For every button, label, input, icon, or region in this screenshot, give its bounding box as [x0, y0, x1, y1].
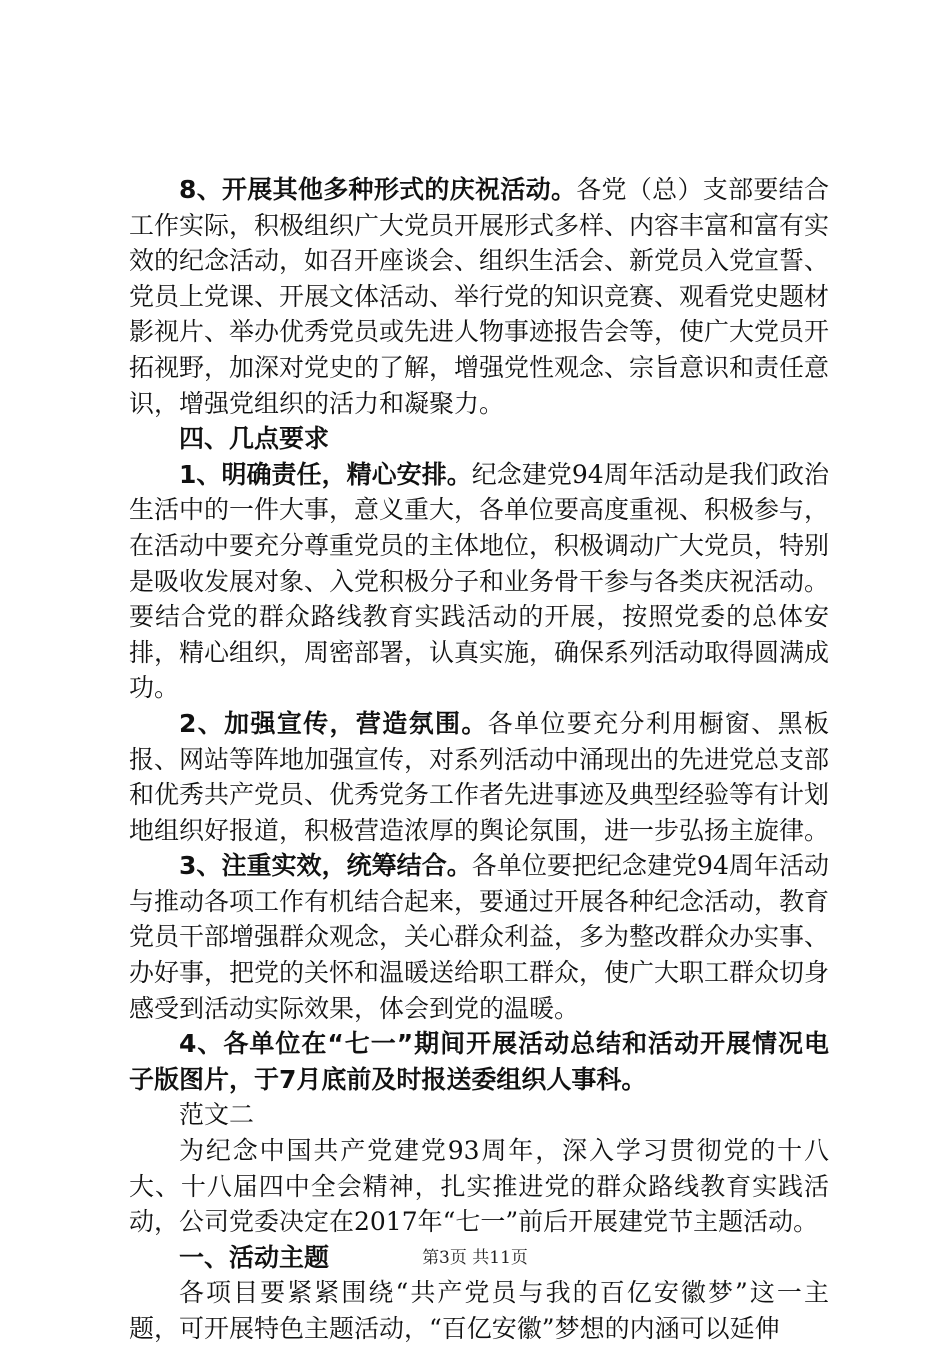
paragraph-item-8: [129, 172, 829, 421]
paragraph-lead: 1、明确责任，精心安排。: [179, 459, 472, 489]
intro-paragraph: 为纪念中国共产党建党93周年，深入学习贯彻党的十八大、十八届四中全会精神，扎实推进党的群众路线教育实践活动，公司党委决定在2017年“七一”前后开展建党节主题活动。: [129, 1136, 829, 1237]
paragraph-item-2: [129, 706, 829, 848]
section-heading-requirements: 四、几点要求: [179, 424, 330, 454]
section-label: 范文二: [179, 1100, 255, 1130]
paragraph-item-1: [129, 457, 829, 706]
paragraph-item-3: [129, 848, 829, 1026]
paragraph-body: 各单位要充分利用橱窗、黑板报、网站等阵地加强宣传，对系列活动中涌现出的先进党总支部和优秀共产党员、优秀党务工作者先进事迹及典型经验等有计划地组织好报道，积极营造浓厚的舆论氛围，进一步弘扬主旋律。: [129, 708, 830, 845]
paragraph-body: 各单位要把纪念建党94周年活动与推动各项工作有机结合起来，要通过开展各种纪念活动，教育党员干部增强群众观念，关心群众利益，多为整改群众办实事、办好事，把党的关怀和温暖送给职工群众，使广大职工群众切身感受到活动实际效果，体会到党的温暖。: [129, 851, 830, 1023]
paragraph-lead: 3、注重实效，统筹结合。: [179, 851, 472, 881]
section-heading-theme: 一、活动主题: [179, 1242, 330, 1272]
paragraph-item-4: [129, 1026, 829, 1097]
paragraph-lead: 8、开展其他多种形式的庆祝活动。: [179, 175, 577, 204]
paragraph-lead: 4、各单位在“七一”期间开展活动总结和活动开展情况电子版图片，于7月底前及时报送委组织人事科。: [129, 1029, 829, 1094]
paragraph-lead: 2、加强宣传，营造氛围。: [179, 708, 488, 738]
theme-paragraph: 各项目要紧紧围绕“共产党员与我的百亿安徽梦”这一主题，可开展特色主题活动，“百亿安徽”梦想的内涵可以延伸: [129, 1278, 829, 1343]
paragraph-body: 各党（总）支部要结合工作实际，积极组织广大党员开展形式多样、内容丰富和富有实效的纪念活动，如召开座谈会、组织生活会、新党员入党宣誓、党员上党课、开展文体活动、举行党的知识竞赛、观看党史题材影视片、举办优秀党员或先进人物事迹报告会等，使广大党员开拓视野，加深对党史的了解，增强党性观念、宗旨意识和责任意识，增强党组织的活力和凝聚力。: [129, 175, 830, 418]
document-body: [129, 172, 829, 1347]
paragraph-body: 纪念建党94周年活动是我们政治生活中的一件大事，意义重大，各单位要高度重视、积极参与，在活动中要充分尊重党员的主体地位，积极调动广大党员，特别是吸收发展对象、入党积极分子和业务骨干参与各类庆祝活动。要结合党的群众路线教育实践活动的开展，按照党委的总体安排，精心组织，周密部署，认真实施，确保系列活动取得圆满成功。: [129, 459, 830, 703]
page-footer: 第3页 共11页: [422, 1248, 528, 1268]
